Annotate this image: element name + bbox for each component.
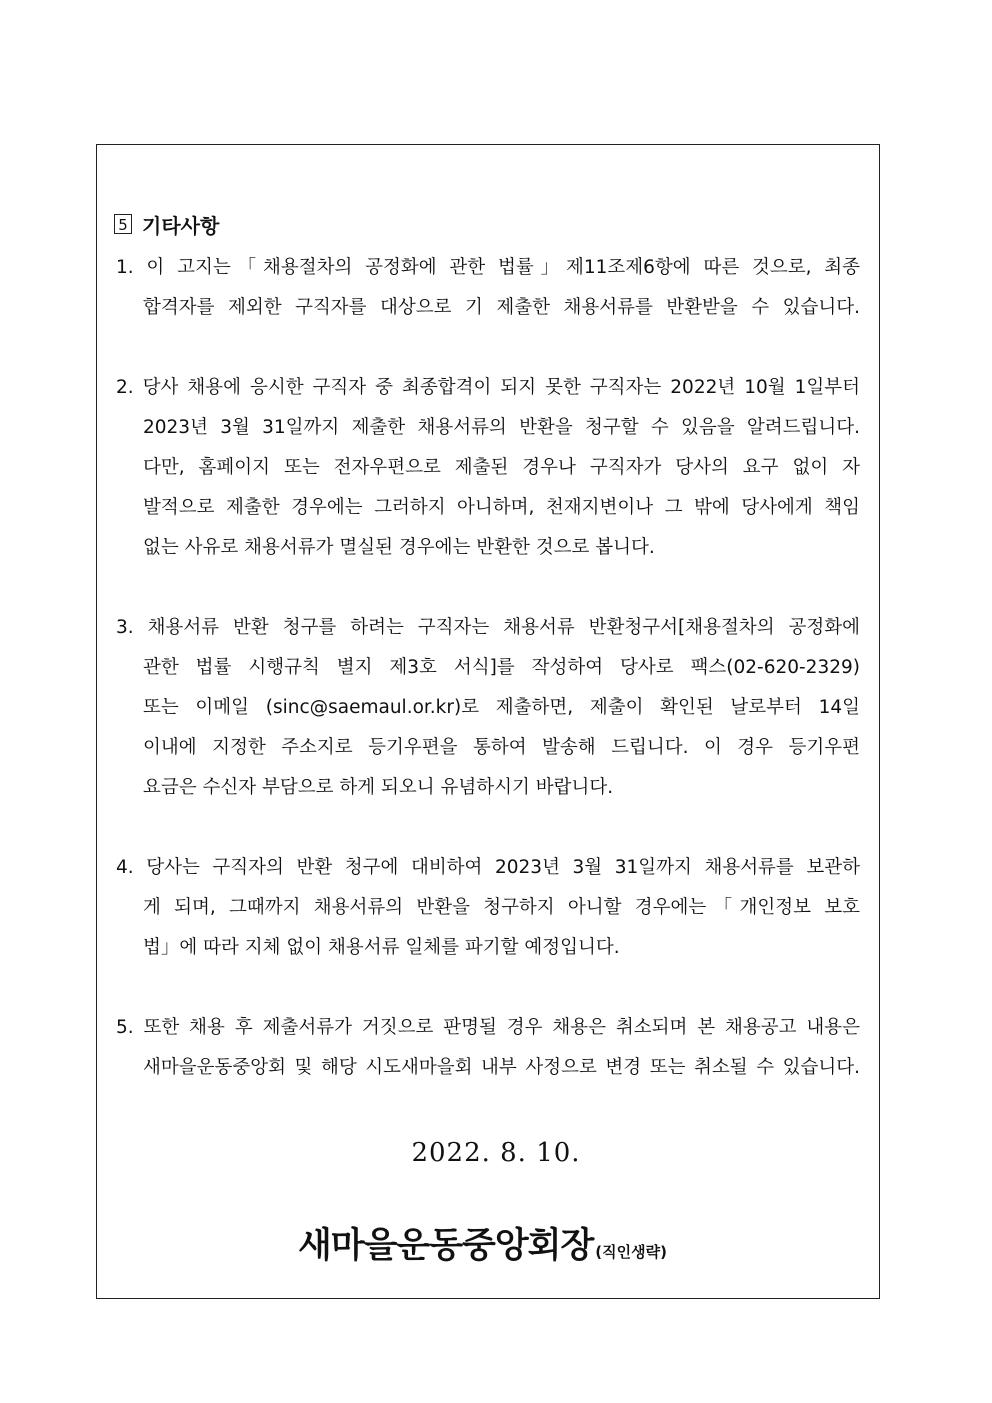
item-1-line-2: 합격자를 제외한 구직자를 대상으로 기 제출한 채용서류를 반환받을 수 있습니다. [143,297,860,318]
item-3-line-2: 관한 법률 시행규칙 별지 제3호 서식]를 작성하여 당사로 팩스(02-620-2329) [143,657,860,678]
item-5-line-1: 5. 또한 채용 후 제출서류가 거짓으로 판명될 경우 채용은 취소되며 본 채용공고 내용은 [116,1017,860,1038]
item-2-line-1: 2. 당사 채용에 응시한 구직자 중 최종합격이 되지 못한 구직자는 2022년 10월 1일부터 [116,377,860,398]
seal-omitted-note: (직인생략) [595,1243,667,1261]
item-4-line-1: 4. 당사는 구직자의 반환 청구에 대비하여 2023년 3월 31일까지 채용서류를 보관하 [116,857,860,878]
item-3-line-3: 또는 이메일 (sinc@saemaul.or.kr)로 제출하면, 제출이 확인된 날로부터 14일 [143,697,861,718]
item-3-line-4: 이내에 지정한 주소지로 등기우편을 통하여 발송해 드립니다. 이 경우 등기우편 [143,737,860,758]
item-2-line-3: 다만, 홈페이지 또는 전자우편으로 제출된 경우나 구직자가 당사의 요구 없이 자 [143,457,860,478]
signature-organization: 새마을운동중앙회장 [298,1226,594,1266]
section-heading [114,208,219,240]
item-4-line-2: 게 되며, 그때까지 채용서류의 반환을 청구하지 아니할 경우에는「개인정보 보호 [143,897,860,918]
item-2-line-5: 없는 사유로 채용서류가 멸실된 경우에는 반환한 것으로 봅니다. [143,537,655,558]
item-3-line-5: 요금은 수신자 부담으로 하게 되오니 유념하시기 바랍니다. [143,777,614,798]
item-1-line-1: 1. 이 고지는「채용절차의 공정화에 관한 법률」제11조제6항에 따른 것으로, 최종 [116,257,860,278]
document-date: 2022. 8. 10. [411,1138,581,1168]
item-5-line-2: 새마을운동중앙회 및 해당 시도새마을회 내부 사정으로 변경 또는 취소될 수 있습니다. [143,1057,860,1078]
signature-block [298,1218,667,1268]
item-2-line-4: 발적으로 제출한 경우에는 그러하지 아니하며, 천재지변이나 그 밖에 당사에게 책임 [143,497,860,518]
section-number: 5 [114,214,132,234]
item-2-line-2: 2023년 3월 31일까지 제출한 채용서류의 반환을 청구할 수 있음을 알려드립니다. [143,417,860,438]
item-3-line-1: 3. 채용서류 반환 청구를 하려는 구직자는 채용서류 반환청구서[채용절차의 공정화에 [116,617,860,638]
section-title: 기타사항 [142,213,220,238]
item-4-line-3: 법」에 따라 지체 없이 채용서류 일체를 파기할 예정입니다. [143,937,620,958]
